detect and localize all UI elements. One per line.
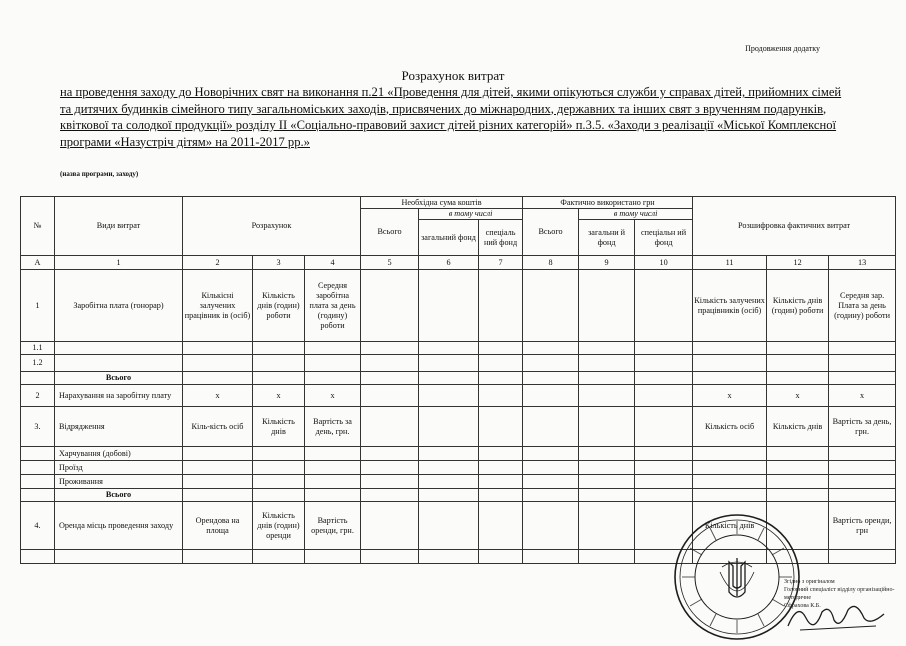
header-actual-special: спеціальн ий фонд [635,220,693,256]
table-row [21,372,896,385]
header-no: № [21,197,55,256]
specialist-line: Головний спеціаліст відділу організаційно-методичне [784,587,895,601]
total-label: Всього [55,372,183,385]
table-row [21,461,896,475]
decode-cell: Вартість за день, грн. [829,407,896,447]
calc-cell: Кількість днів [253,407,305,447]
header-incl-2: в тому числі [579,209,693,220]
decode-cell: Вартість оренди, грн [829,502,896,550]
col-num: 13 [829,256,896,270]
header-note: Продовження додатку [745,44,820,53]
col-num: 1 [55,256,183,270]
subtitle-note: (назва програми, заходу) [60,170,139,178]
table-row [21,489,896,502]
col-num: А [21,256,55,270]
col-num: 10 [635,256,693,270]
decode-cell: Кількість днів [767,407,829,447]
decode-cell: Кількість днів [693,502,767,550]
calc-cell: Кількісні залучених працівник ів (осіб) [183,270,253,342]
calc-cell: Кількість днів (годин) роботи [253,270,305,342]
row-number: 1.2 [21,355,55,372]
document-subtitle: на проведення заходу до Новорічних свят на виконання п.21 «Проведення для дітей, якими опікуються служби у справах дітей, прийомних сімей та дитячих будинків сімейного типу загальноміських заходів, присвячених до міжнародних, державних та інших свят з врученням подарунків, квіткової та солодкої продукції» розділу ІІ «Соціально-правовий захист дітей різних категорій» п.3.5. «Заходи з реалізації «Міської Комплексної програми «Назустріч дітям» на 2011-2017 рр.» [60,85,842,149]
table-row [21,385,896,407]
header-incl: в тому числі [419,209,523,220]
expense-table [20,196,896,564]
table-row [21,355,896,372]
total-label: Всього [55,489,183,502]
row-kind: Відрядження [55,407,183,447]
col-num: 7 [479,256,523,270]
decode-cell: Середня зар. Плата за день (годину) роботи [829,270,896,342]
x-mark: x [305,385,361,407]
header-general: загальний фонд [419,220,479,256]
calc-cell: Кіль-кість осіб [183,407,253,447]
row-kind: Харчування (добові) [55,447,183,461]
calc-cell: Кількість днів (годин) оренди [253,502,305,550]
certified-copy-line: Згідно з оригіналом [784,579,835,585]
row-number: 3. [21,407,55,447]
certified-copy-note [784,578,906,610]
col-num: 4 [305,256,361,270]
header-calc: Розрахунок [183,197,361,256]
calc-cell: Вартість за день, грн. [305,407,361,447]
col-num: 11 [693,256,767,270]
col-num: 3 [253,256,305,270]
col-num: 8 [523,256,579,270]
table-row [21,475,896,489]
header-kind: Види витрат [55,197,183,256]
calc-cell: Орендова на площа [183,502,253,550]
x-mark: x [183,385,253,407]
x-mark: x [767,385,829,407]
col-num: 5 [361,256,419,270]
x-mark: x [253,385,305,407]
decode-cell: Кількість днів (годин) роботи [767,270,829,342]
row-number: 4. [21,502,55,550]
calc-cell: Середня заробітна плата за день (годину) роботи [305,270,361,342]
header-special: спеціаль ний фонд [479,220,523,256]
column-number-row [21,256,896,270]
specialist-name: Сфрахова К.Б. [784,603,821,609]
header-total: Всього [361,209,419,256]
table-row [21,270,896,342]
row-number: 2 [21,385,55,407]
decode-cell: Кількість залучених працівників (осіб) [693,270,767,342]
x-mark: x [693,385,767,407]
row-kind: Проїзд [55,461,183,475]
header-actual: Фактично використано грн [523,197,693,209]
x-mark: x [829,385,896,407]
col-num: 2 [183,256,253,270]
row-number: 1 [21,270,55,342]
row-kind: Оренда місць проведення заходу [55,502,183,550]
table-row [21,407,896,447]
col-num: 9 [579,256,635,270]
header-decode: Розшифровка фактичних витрат [693,197,896,256]
header-row-1 [21,197,896,209]
row-kind: Проживання [55,475,183,489]
col-num: 12 [767,256,829,270]
header-actual-general: загальни й фонд [579,220,635,256]
row-kind: Нарахування на заробітну плату [55,385,183,407]
decode-cell: Кількість осіб [693,407,767,447]
document-title: Розрахунок витрат [401,68,505,83]
row-kind: Заробітна плата (гонорар) [55,270,183,342]
calc-cell: Вартість оренди, грн. [305,502,361,550]
header-needed: Необхідна сума коштів [361,197,523,209]
row-number: 1.1 [21,342,55,355]
table-row [21,342,896,355]
table-row [21,447,896,461]
col-num: 6 [419,256,479,270]
header-actual-total: Всього [523,209,579,256]
